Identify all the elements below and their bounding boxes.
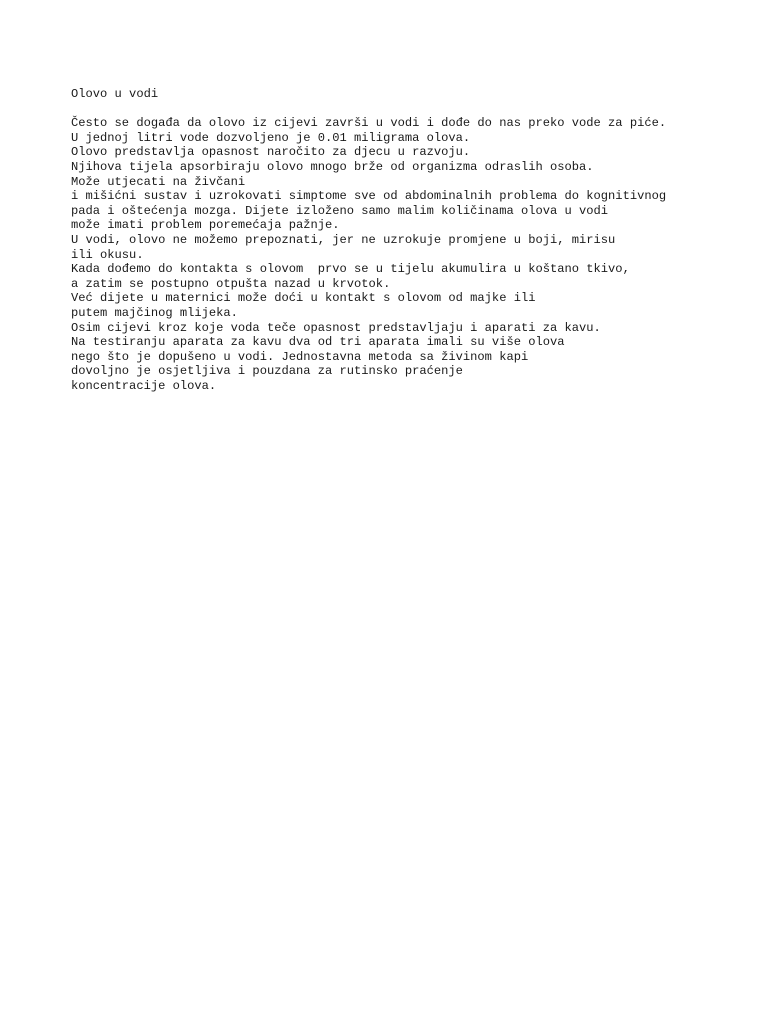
document-title: Olovo u vodi bbox=[71, 87, 159, 101]
text-line: a zatim se postupno otpušta nazad u krvotok. bbox=[71, 276, 391, 291]
text-line: ili okusu. bbox=[71, 247, 144, 262]
text-line: nego što je dopušeno u vodi. Jednostavna metoda sa živinom kapi bbox=[71, 349, 529, 364]
text-line: i mišićni sustav i uzrokovati simptome sve od abdominalnih problema do kognitivnog bbox=[71, 189, 667, 204]
document-body bbox=[71, 116, 751, 393]
text-line: Njihova tijela apsorbiraju olovo mnogo brže od organizma odraslih osoba. bbox=[71, 159, 594, 174]
text-line: koncentracije olova. bbox=[71, 378, 217, 393]
text-line: Olovo predstavlja opasnost naročito za djecu u razvoju. bbox=[71, 145, 471, 160]
text-line: dovoljno je osjetljiva i pouzdana za rutinsko praćenje bbox=[71, 364, 463, 379]
text-line: pada i oštećenja mozga. Dijete izloženo samo malim količinama olova u vodi bbox=[71, 203, 609, 218]
text-line: U jednoj litri vode dozvoljeno je 0.01 miligrama olova. bbox=[71, 130, 471, 145]
text-line: Često se događa da olovo iz cijevi završi u vodi i dođe do nas preko vode za piće. bbox=[71, 116, 667, 131]
text-line: Već dijete u maternici može doći u kontakt s olovom od majke ili bbox=[71, 291, 536, 306]
document-page bbox=[71, 87, 751, 393]
text-line: putem majčinog mlijeka. bbox=[71, 305, 238, 320]
text-line: Kada dođemo do kontakta s olovom prvo se u tijelu akumulira u koštano tkivo, bbox=[71, 262, 630, 277]
text-line: Može utjecati na živčani bbox=[71, 174, 246, 189]
text-line: može imati problem poremećaja pažnje. bbox=[71, 218, 340, 233]
blank-line bbox=[71, 102, 751, 117]
text-line: U vodi, olovo ne možemo prepoznati, jer ne uzrokuje promjene u boji, mirisu bbox=[71, 232, 616, 247]
text-line: Na testiranju aparata za kavu dva od tri aparata imali su više olova bbox=[71, 335, 565, 350]
text-line: Osim cijevi kroz koje voda teče opasnost predstavljaju i aparati za kavu. bbox=[71, 320, 601, 335]
